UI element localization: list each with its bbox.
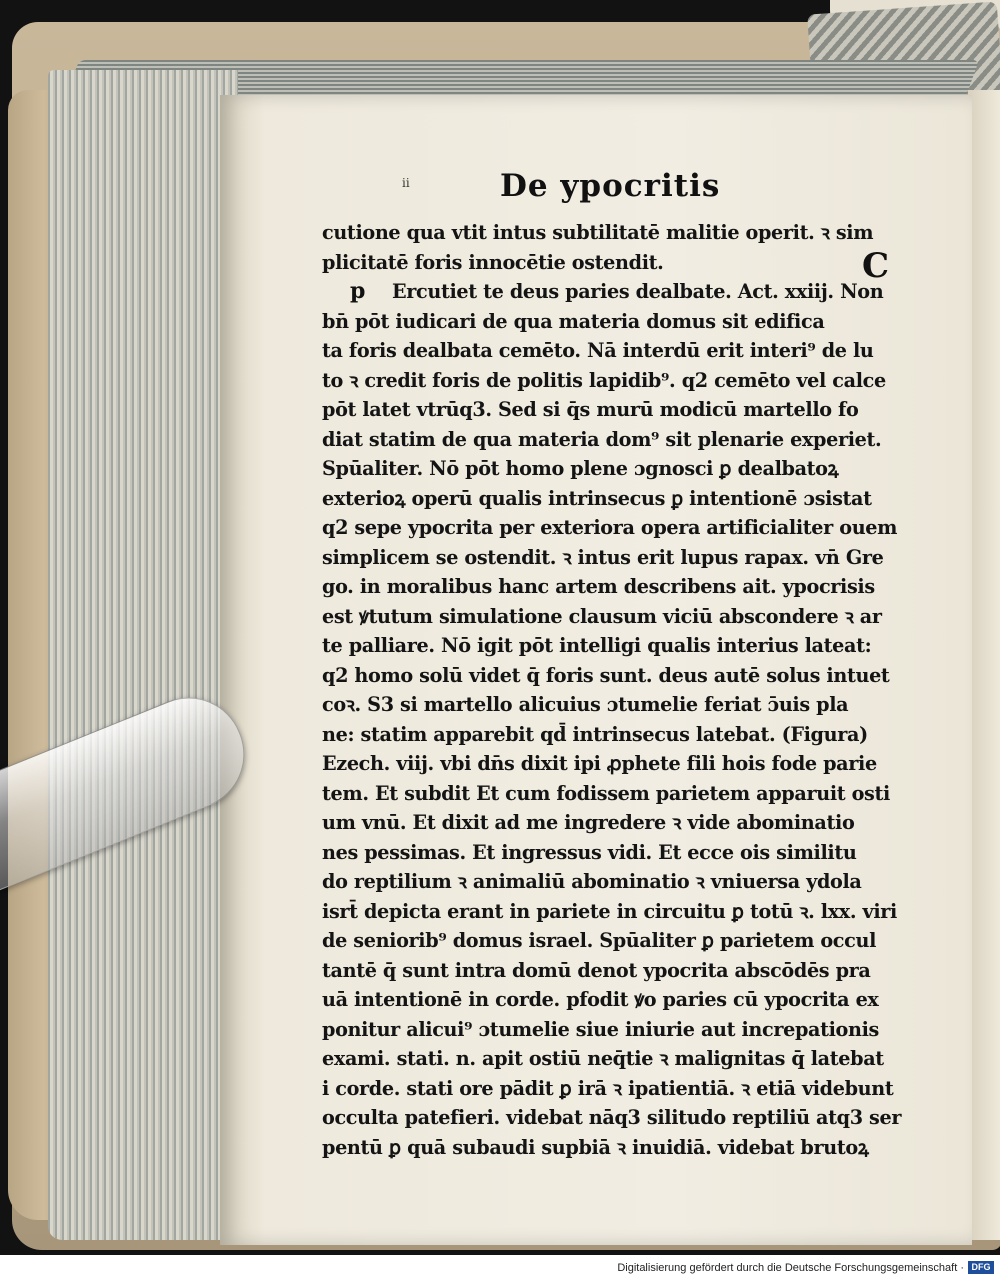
text-line: pōt latet vtrūq3. Sed si q̄s murū modicū martello fo <box>322 398 859 421</box>
text-line: ne: statim apparebit qd̄ intrinsecus latebat. (Figura) <box>322 722 868 746</box>
text-line: tantē q̄ sunt intra domū denot ypocrita abscōdēs pra <box>322 958 871 982</box>
folio-mark: ii <box>402 176 410 190</box>
text-line: i corde. stati ore pādit ꝑ irā ꝛ ipatientiā. ꝛ etiā videbunt <box>322 1076 894 1100</box>
guide-letter-p: p <box>350 278 366 304</box>
text-line: um vnū. Et dixit ad me ingredere ꝛ vide abominatio <box>322 811 855 834</box>
text-line: Spūaliter. Nō pōt homo plene ɔgnosci ꝑ dealbatoꝝ <box>322 457 839 480</box>
text-line: q2 sepe ypocrita per exteriora opera artificialiter ouem <box>322 516 898 539</box>
text-line: exterioꝝ operū qualis intrinsecus ꝑ intentionē ɔsistat <box>322 486 872 510</box>
funding-credit: Digitalisierung gefördert durch die Deutsche Forschungsgemeinschaft · <box>617 1262 964 1274</box>
text-line: occulta patefieri. videbat nāq3 silitudo reptiliū atq3 ser <box>322 1106 902 1129</box>
running-head: De ypocritis <box>500 168 721 204</box>
text-line: uā intentionē in corde. pfodit ꝟo paries cū ypocrita ex <box>322 988 879 1011</box>
text-line: exami. stati. n. apit ostiū neq̄tie ꝛ malignitas q̄ latebat <box>322 1047 884 1070</box>
text-line: ta foris dealbata cemēto. Nā interdū erit interi⁹ de lu <box>322 339 874 362</box>
text-line: cutione qua vtit intus subtilitatē malitie operit. ꝛ sim <box>322 221 874 244</box>
text-line: bn̄ pōt iudicari de qua materia domus sit edifica <box>322 309 825 333</box>
text-line: de seniorib⁹ domus israel. Spūaliter ꝑ parietem occul <box>322 929 877 952</box>
text-line: ponitur alicui⁹ ɔtumelie siue iniurie aut increpationis <box>322 1017 879 1041</box>
text-line: to ꝛ credit foris de politis lapidib⁹. q2 cemēto vel calce <box>322 368 886 392</box>
text-line: plicitatē foris innocētie ostendit. <box>322 250 664 274</box>
text-line: coꝛ. S3 si martello alicuius ɔtumelie feriat ɔ̄uis pla <box>322 693 849 716</box>
page-stack-edges <box>48 70 238 1240</box>
text-line: Ezech. viij. vbi dn̄s dixit ipi ꝓphete fili hois fode parie <box>322 752 877 775</box>
text-line: te palliare. Nō igit pōt intelligi qualis interius lateat: <box>322 634 872 657</box>
text-block <box>322 218 914 1162</box>
text-line: est ꝟtutum simulatione clausum viciū abscondere ꝛ ar <box>322 604 882 628</box>
facing-page-edge <box>968 90 1000 1240</box>
text-line: nes pessimas. Et ingressus vidi. Et ecce ois similitu <box>322 840 857 864</box>
capital-letter-c: C <box>862 246 890 286</box>
text-line: Ercutiet te deus paries dealbate. Act. xxiij. Non <box>392 280 884 303</box>
text-line: q2 homo solū videt q̄ foris sunt. deus autē solus intuet <box>322 663 890 687</box>
text-line: do reptilium ꝛ animaliū abominatio ꝛ vniuersa ydola <box>322 870 862 893</box>
dfg-logo-icon: DFG <box>968 1261 994 1274</box>
text-line: go. in moralibus hanc artem describens ait. ypocrisis <box>322 575 875 598</box>
text-line: diat statim de qua materia dom⁹ sit plenarie experiet. <box>322 427 882 451</box>
text-line: pentū ꝑ quā subaudi supbiā ꝛ inuidiā. videbat brutoꝝ <box>322 1135 869 1159</box>
text-line: tem. Et subdit Et cum fodissem parietem apparuit osti <box>322 781 890 805</box>
text-line: simplicem se ostendit. ꝛ intus erit lupus rapax. vn̄ Gre <box>322 545 884 569</box>
text-line: isrt̄ depicta erant in pariete in circuitu ꝑ totū ꝛ. lxx. viri <box>322 899 897 923</box>
